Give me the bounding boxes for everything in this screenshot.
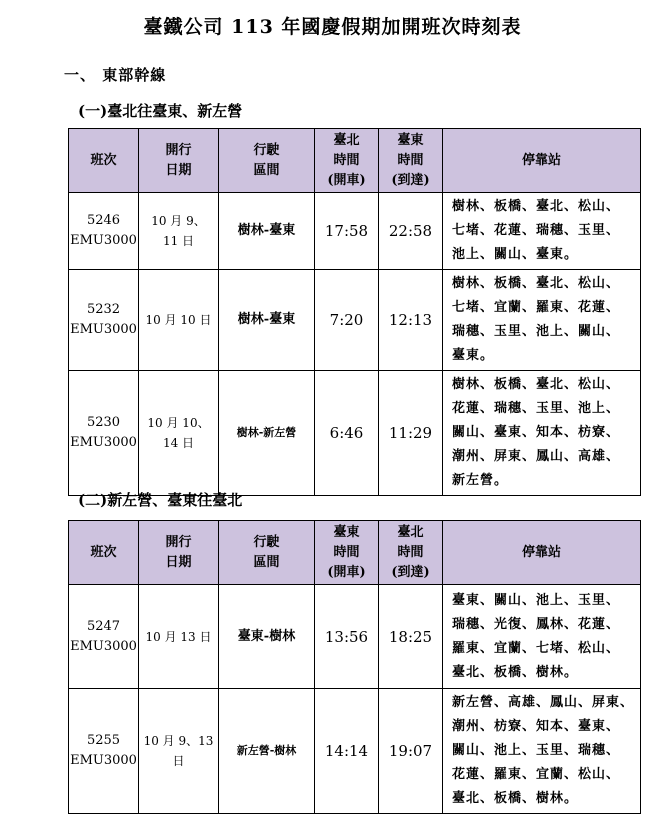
train-number: 5255 EMU3000 — [69, 689, 139, 814]
stops-list: 樹林、板橋、臺北、松山、 花蓮、瑞穗、玉里、池上、 關山、臺東、知本、枋寮、 潮州、屏東、鳳山、高雄、 新左營。 — [443, 371, 641, 496]
run-date: 10 月 9、13 日 — [139, 689, 219, 814]
route: 樹林-臺東 — [219, 193, 315, 270]
arrival-time: 19:07 — [379, 689, 443, 814]
departure-time: 6:46 — [315, 371, 379, 496]
departure-time: 14:14 — [315, 689, 379, 814]
header-departure: 臺北 時間 (開車) — [315, 129, 379, 193]
departure-time: 7:20 — [315, 270, 379, 371]
timetable-2 — [68, 520, 641, 814]
arrival-time: 11:29 — [379, 371, 443, 496]
header-date: 開行 日期 — [139, 129, 219, 193]
train-number: 5232 EMU3000 — [69, 270, 139, 371]
table-row — [69, 689, 641, 814]
table-row — [69, 585, 641, 689]
run-date: 10 月 10 日 — [139, 270, 219, 371]
table-header-row — [69, 521, 641, 585]
section-heading: 一、 東部幹線 — [64, 66, 167, 84]
route: 樹林-新左營 — [219, 371, 315, 496]
table-header-row — [69, 129, 641, 193]
document-title: 臺鐵公司 113 年國慶假期加開班次時刻表 — [143, 16, 522, 38]
table-row — [69, 270, 641, 371]
arrival-time: 12:13 — [379, 270, 443, 371]
header-date: 開行 日期 — [139, 521, 219, 585]
stops-list: 臺東、關山、池上、玉里、 瑞穗、光復、鳳林、花蓮、 羅東、宜蘭、七堵、松山、 臺北、板橋、樹林。 — [443, 585, 641, 689]
header-route: 行駛 區間 — [219, 129, 315, 193]
header-train: 班次 — [69, 129, 139, 193]
departure-time: 13:56 — [315, 585, 379, 689]
header-train: 班次 — [69, 521, 139, 585]
subsection-1-title: (一)臺北往臺東、新左營 — [78, 102, 243, 120]
train-number: 5247 EMU3000 — [69, 585, 139, 689]
header-departure: 臺東 時間 (開車) — [315, 521, 379, 585]
route: 新左營-樹林 — [219, 689, 315, 814]
timetable-1 — [68, 128, 641, 496]
header-stops: 停靠站 — [443, 521, 641, 585]
arrival-time: 18:25 — [379, 585, 443, 689]
header-stops: 停靠站 — [443, 129, 641, 193]
train-number: 5230 EMU3000 — [69, 371, 139, 496]
table-row — [69, 193, 641, 270]
subsection-2-title: (二)新左營、臺東往臺北 — [78, 491, 243, 509]
header-route: 行駛 區間 — [219, 521, 315, 585]
stops-list: 樹林、板橋、臺北、松山、 七堵、宜蘭、羅東、花蓮、 瑞穗、玉里、池上、關山、 臺東。 — [443, 270, 641, 371]
stops-list: 新左營、高雄、鳳山、屏東、 潮州、枋寮、知本、臺東、 關山、池上、玉里、瑞穗、 花蓮、羅東、宜蘭、松山、 臺北、板橋、樹林。 — [443, 689, 641, 814]
run-date: 10 月 9、 11 日 — [139, 193, 219, 270]
run-date: 10 月 13 日 — [139, 585, 219, 689]
arrival-time: 22:58 — [379, 193, 443, 270]
departure-time: 17:58 — [315, 193, 379, 270]
header-arrival: 臺東 時間 (到達) — [379, 129, 443, 193]
header-arrival: 臺北 時間 (到達) — [379, 521, 443, 585]
stops-list: 樹林、板橋、臺北、松山、 七堵、花蓮、瑞穗、玉里、 池上、關山、臺東。 — [443, 193, 641, 270]
table-row — [69, 371, 641, 496]
route: 臺東-樹林 — [219, 585, 315, 689]
route: 樹林-臺東 — [219, 270, 315, 371]
run-date: 10 月 10、 14 日 — [139, 371, 219, 496]
train-number: 5246 EMU3000 — [69, 193, 139, 270]
